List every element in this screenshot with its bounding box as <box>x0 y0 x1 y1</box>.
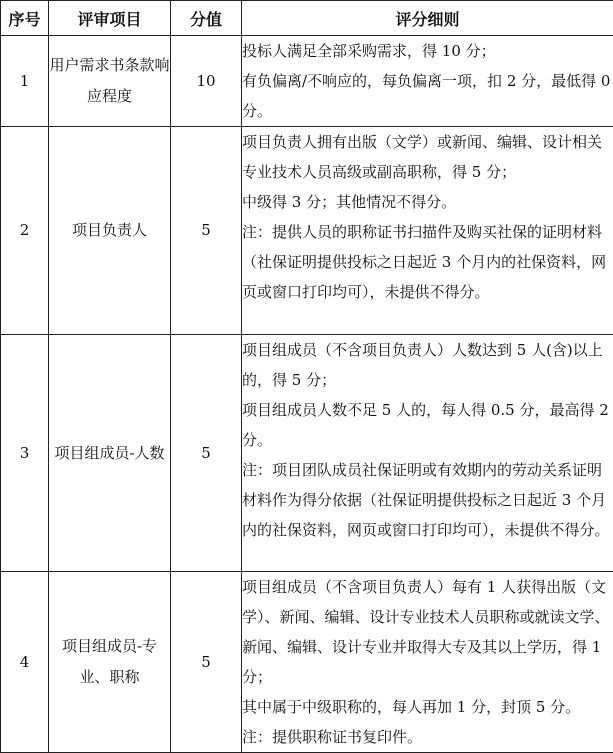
detail-line: 项目负责人拥有出版（文学）或新闻、编辑、设计相关专业技术人员高级或副高职称，得 5 分； <box>242 127 613 187</box>
header-item: 评审项目 <box>49 1 171 36</box>
header-score: 分值 <box>171 1 242 36</box>
row-detail <box>242 36 613 127</box>
detail-line: 注：提供人员的职称证书扫描件及购买社保的证明材料（社保证明提供投标之日起近 3 个月内的社保资料，网页或窗口打印均可），未提供不得分。 <box>242 217 613 307</box>
header-detail: 评分细则 <box>242 1 613 36</box>
table-row <box>1 335 613 572</box>
row-seq: 4 <box>1 572 49 753</box>
detail-line: 其中属于中级职称的，每人再加 1 分，封顶 5 分。 <box>242 692 613 722</box>
row-seq: 2 <box>1 127 49 335</box>
row-score: 5 <box>171 335 242 572</box>
detail-line: 项目组成员（不含项目负责人）每有 1 人获得出版（文学）、新闻、编辑、设计专业技术人员职称或就读文学、新闻、编辑、设计专业并取得大专及其以上学历，得 1 分； <box>242 572 613 692</box>
row-seq: 1 <box>1 36 49 127</box>
row-score: 10 <box>171 36 242 127</box>
header-row <box>1 1 613 36</box>
row-detail <box>242 127 613 335</box>
row-detail <box>242 572 613 753</box>
row-detail <box>242 335 613 572</box>
detail-line: 项目组成员（不含项目负责人）人数达到 5 人(含)以上的，得 5 分； <box>242 335 613 395</box>
table-row <box>1 127 613 335</box>
table-row <box>1 36 613 127</box>
row-item: 项目组成员-专业、职称 <box>49 572 171 753</box>
detail-line: 有负偏离/不响应的，每负偏离一项，扣 2 分，最低得 0 分。 <box>242 66 613 126</box>
detail-line: 注：提供职称证书复印件。 <box>242 722 613 752</box>
row-seq: 3 <box>1 335 49 572</box>
row-item: 项目组成员-人数 <box>49 335 171 572</box>
detail-line: 中级得 3 分；其他情况不得分。 <box>242 187 613 217</box>
row-item: 项目负责人 <box>49 127 171 335</box>
row-score: 5 <box>171 127 242 335</box>
row-score: 5 <box>171 572 242 753</box>
header-seq: 序号 <box>1 1 49 36</box>
row-item: 用户需求书条款响应程度 <box>49 36 171 127</box>
detail-line: 项目组成员人数不足 5 人的，每人得 0.5 分，最高得 2 分。 <box>242 395 613 455</box>
detail-line: 投标人满足全部采购需求，得 10 分； <box>242 36 613 66</box>
detail-line: 注：项目团队成员社保证明或有效期内的劳动关系证明材料作为得分依据（社保证明提供投标之日起近 3 个月内的社保资料，网页或窗口打印均可），未提供不得分。 <box>242 455 613 545</box>
table-row <box>1 572 613 753</box>
